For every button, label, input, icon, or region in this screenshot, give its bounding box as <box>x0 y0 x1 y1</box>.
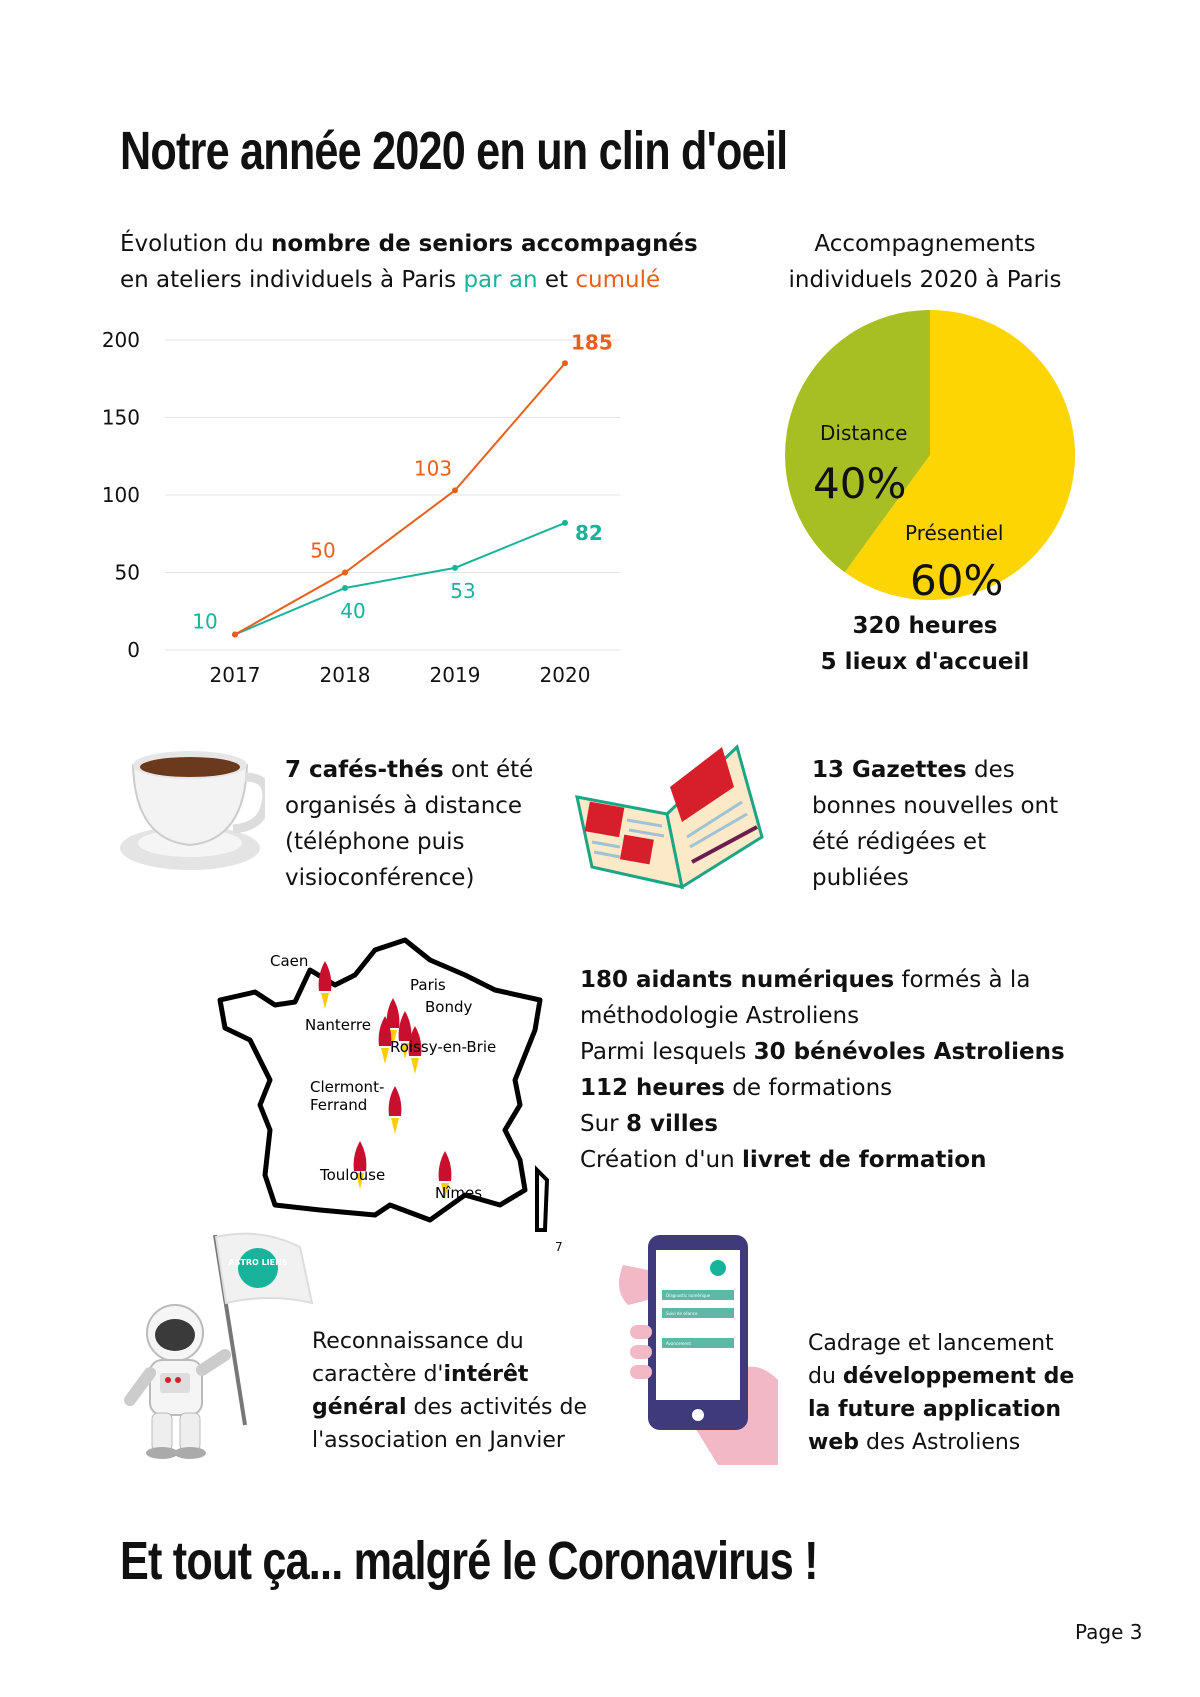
coffee-cup-icon <box>115 745 265 875</box>
line-chart <box>100 310 640 690</box>
map-city-caen: Caen <box>270 952 309 970</box>
page-title: Notre année 2020 en un clin d'oeil <box>120 121 788 181</box>
france-map <box>215 930 555 1250</box>
interet-text: Reconnaissance du caractère d'intérêt général des activités de l'association en Janvier <box>312 1329 588 1453</box>
map-city-clermont-1: Clermont- <box>310 1078 385 1096</box>
open-newspaper-icon <box>572 742 772 892</box>
series-line-1 <box>235 363 565 634</box>
line-chart-caption: Évolution du nombre de seniors accompagnés en ateliers individuels à Paris par an et cumulé <box>120 231 698 293</box>
astroliens-logo <box>238 1248 278 1288</box>
map-city-clermont-2: Ferrand <box>310 1096 368 1114</box>
aidants-text: 180 aidants numériques formés à la méthodologie Astroliens Parmi lesquels 30 bénévoles Astroliens 112 heures de formations Sur 8 villes Création d'un livret de formation <box>580 967 1065 1173</box>
pie-chart <box>770 305 1090 605</box>
map-city-bondy: Bondy <box>425 998 473 1016</box>
footer-title: Et tout ça... malgré le Coronavirus ! <box>120 1531 818 1591</box>
x-tick-label: 2019 <box>429 663 481 687</box>
pie-caption: Accompagnements individuels 2020 à Paris <box>788 231 1062 293</box>
corsica-outline <box>537 1170 547 1230</box>
cafe-text: 7 cafés-thés ont été organisés à distance (téléphone puis visioconférence) <box>285 757 534 891</box>
data-label: 53 <box>450 578 476 603</box>
svg-text:Suivi de séance: Suivi de séance <box>666 1311 698 1316</box>
phone-in-hand-icon <box>618 1230 778 1465</box>
pie-percent: 40% <box>813 459 907 508</box>
data-point <box>342 570 348 576</box>
app-logo <box>710 1260 726 1276</box>
map-city-paris: Paris <box>410 976 446 994</box>
appweb-text: Cadrage et lancement du développement de la future application web des Astroliens <box>808 1331 1075 1455</box>
svg-text:Diagnostic numérique: Diagnostic numérique <box>666 1293 711 1298</box>
series-line-0 <box>235 523 565 635</box>
pie-percent: 60% <box>910 556 1004 605</box>
data-label: 10 <box>192 609 218 634</box>
astronaut-flag-icon <box>120 1225 320 1460</box>
map-city-roissy: Roissy-en-Brie <box>390 1038 497 1056</box>
data-label: 82 <box>575 520 603 545</box>
map-footnote: 7 <box>555 1240 563 1254</box>
data-point <box>232 632 238 638</box>
x-tick-label: 2018 <box>319 663 371 687</box>
svg-text:Avancement: Avancement <box>666 1341 691 1346</box>
astroliens-logo-text: ASTRO LIENS <box>228 1258 288 1267</box>
gazette-text: 13 Gazettes des bonnes nouvelles ont été rédigées et publiées <box>812 757 1059 891</box>
pie-label: Présentiel <box>905 521 1004 545</box>
x-tick-label: 2017 <box>209 663 261 687</box>
data-label: 40 <box>340 599 366 623</box>
y-tick-label: 200 <box>101 328 140 352</box>
y-tick-label: 50 <box>114 560 140 585</box>
data-label: 185 <box>571 330 613 355</box>
pie-stats: 320 heures 5 lieux d'accueil <box>820 613 1030 675</box>
page-number: Page 3 <box>1075 1620 1143 1644</box>
map-city-nanterre: Nanterre <box>305 1016 371 1034</box>
x-tick-label: 2020 <box>539 663 591 687</box>
data-label: 50 <box>310 538 336 563</box>
map-city-nimes: Nîmes <box>435 1184 483 1202</box>
data-point <box>452 487 458 493</box>
data-point <box>342 585 348 591</box>
y-tick-label: 100 <box>101 483 140 507</box>
data-point <box>562 520 568 526</box>
y-tick-label: 150 <box>101 405 140 430</box>
data-label: 103 <box>413 456 453 481</box>
pie-label: Distance <box>820 421 908 445</box>
data-point <box>562 360 568 366</box>
map-city-toulouse: Toulouse <box>320 1166 386 1184</box>
data-point <box>452 565 458 571</box>
y-tick-label: 0 <box>127 638 140 662</box>
